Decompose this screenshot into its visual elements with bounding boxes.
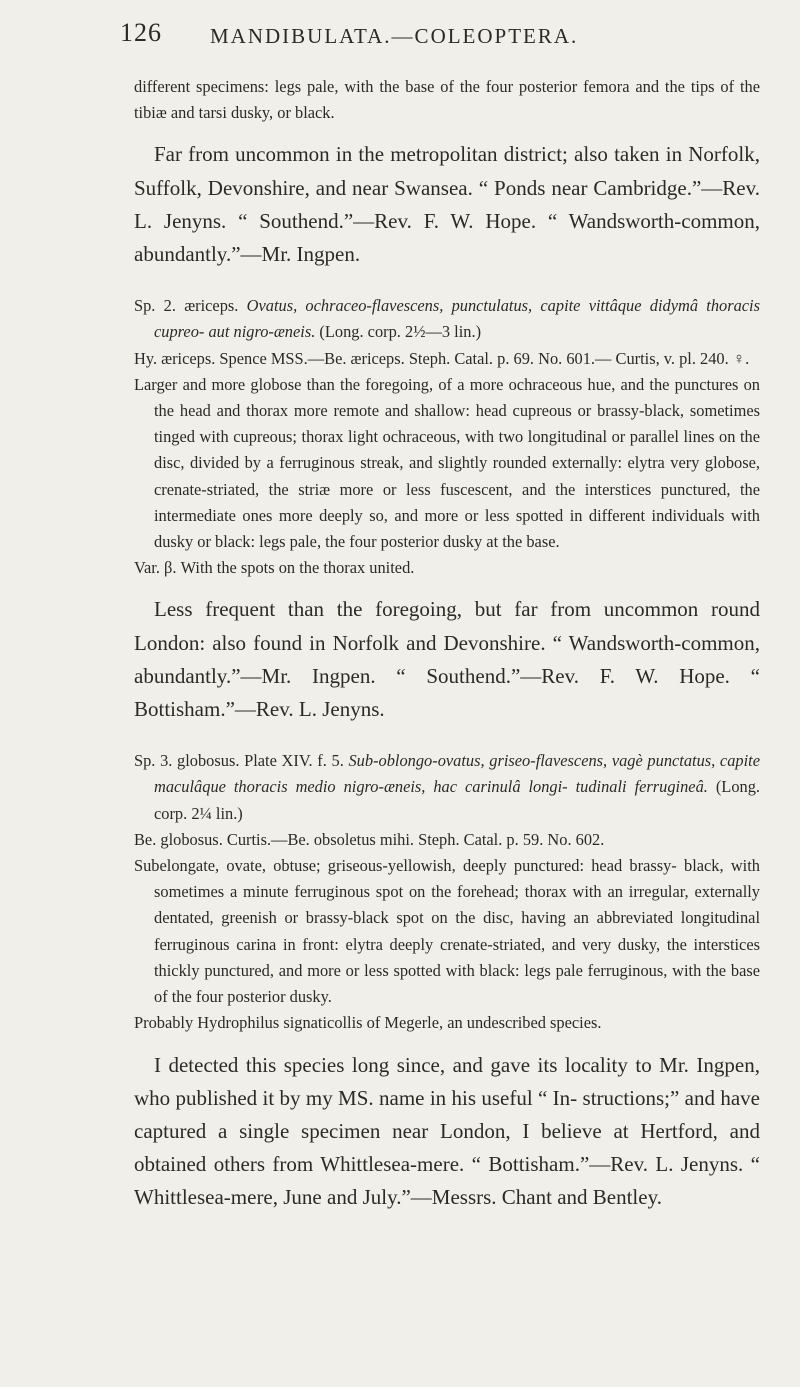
species-description: Larger and more globose than the foregoing, of a more ochraceous hue, and the punctures on the head and thorax more remote and shallow: head cupreous or brassy-black, sometimes tinged with cupreous; thorax light ochraceous, with two longitudinal or parallel lines on the disc, divided by a ferruginous streak, and slightly rounded externally: elytra very globose, crenate-striated, the striæ more or less fuscescent, and the interstices punctured, the intermediate ones more deeply so, and more or less spotted in different individuals with dusky or black: legs pale, the four posterior dusky at the base. [134, 374, 760, 552]
size-note: (Long. corp. 2½—3 lin.) [319, 322, 482, 342]
locality-paragraph: Far from uncommon in the metropolitan district; also taken in Norfolk, Suffolk, Devonshire, and near Swansea. “ Ponds near Cambridge.”—Rev. L. Jenyns. “ Southend.”—Rev. F. W. Hope. “ Wandsworth-common, abundantly.”—Mr. Ingpen. [134, 142, 760, 267]
size-note: (Long. corp. 2¼ lin.) [154, 777, 760, 823]
species-diagnosis [134, 748, 760, 827]
synonymy: Be. globosus. Curtis.—Be. obsoletus mihi. Steph. Catal. p. 59. No. 602. [134, 829, 605, 849]
species-entry-globosus [134, 748, 760, 1214]
species-description: Subelongate, ovate, obtuse; griseous-yellowish, deeply punctured: head brassy- black, with sometimes a minute ferruginous spot on the forehead; thorax with an irregular, externally dentated, greenish or brassy-black spot on the disc, having an abbreviated longitudinal ferruginous carina in front: elytra deeply crenate-striated, and very dusky, the interstices thickly punctured, and more or less spotted with black: legs pale ferruginous, with the base of the four posterior dusky. [134, 856, 760, 1007]
latin-diagnosis: Sub-oblongo-ovatus, griseo-flavescens, vagè punctatus, capite maculâque thoracis medio nigro-æneis, hac carinulâ longi- tudinali ferrugineâ. [154, 751, 760, 797]
locality-paragraph: I detected this species long since, and gave its locality to Mr. Ingpen, who published it by my MS. name in his useful “ In- structions;” and have captured a single specimen near London, I believe at Hertford, and obtained others from Whittlesea-mere. “ Bottisham.”—Rev. L. Jenyns. “ Whittlesea-mere, June and July.”—Messrs. Chant and Bentley. [134, 1052, 760, 1210]
species-heading: Sp. 2. æriceps. [134, 296, 239, 316]
continued-description: different specimens: legs pale, with the base of the four posterior femora and the tips of the tibiæ and tarsi dusky, or black. [134, 77, 760, 123]
running-title: MANDIBULATA.—COLEOPTERA. [210, 24, 579, 48]
latin-diagnosis: Ovatus, ochraceo-flavescens, punctulatus, capite vittâque didymâ thoracis cupreo- aut nigro-æneis. [154, 296, 760, 342]
synonymy: Hy. æriceps. Spence MSS.—Be. æriceps. Steph. Catal. p. 69. No. 601.— Curtis, v. pl. 240. ♀. [134, 348, 750, 368]
locality-paragraph: Less frequent than the foregoing, but far from uncommon round London: also found in Norfolk and Devonshire. “ Wandsworth-common, abundantly.”—Mr. Ingpen. “ Southend.”—Rev. F. W. Hope. “ Bottisham.”—Rev. L. Jenyns. [134, 597, 760, 722]
species-diagnosis [134, 293, 760, 345]
species-heading: Sp. 3. globosus. Plate XIV. f. 5. [134, 751, 344, 771]
variety-note: Var. β. With the spots on the thorax united. [134, 558, 415, 578]
page-body [134, 74, 760, 1215]
probable-identity-note: Probably Hydrophilus signaticollis of Megerle, an undescribed species. [134, 1013, 602, 1033]
species-entry-aericeps [134, 293, 760, 726]
page-number: 126 [120, 18, 162, 47]
running-header [120, 18, 760, 52]
